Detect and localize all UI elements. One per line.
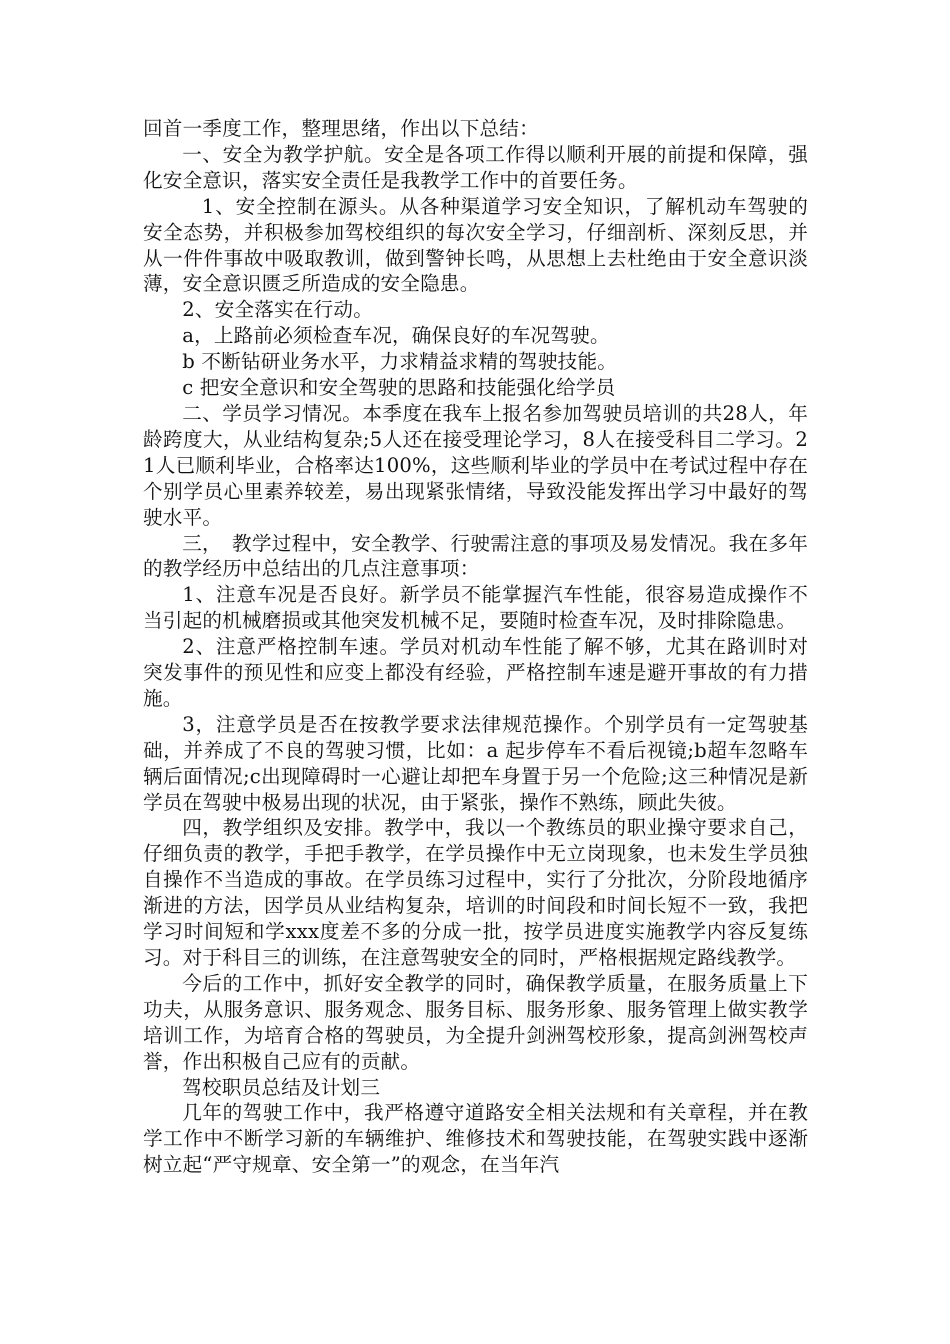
paragraph-item-3-1: 1、注意车况是否良好。新学员不能掌握汽车性能，很容易造成操作不当引起的机械磨损或其他突发机械不足，要随时检查车况，及时排除隐患。 [143,583,808,633]
paragraph-section-3: 三， 教学过程中，安全教学、行驶需注意的事项及易发情况。我在多年的教学经历中总结出的几点注意事项： [143,531,808,581]
paragraph-item-a: a，上路前必须检查车况，确保良好的车况驾驶。 [182,324,610,348]
document-page [143,116,808,1178]
paragraph-future-work: 今后的工作中，抓好安全教学的同时，确保教学质量，在服务质量上下功夫，从服务意识、服务观念、服务目标、服务形象、服务管理上做实教学培训工作，为培育合格的驾驶员，为全提升剑洲驾校形象，提高剑洲驾校声誉，作出积极自己应有的贡献。 [143,971,808,1073]
paragraph-section-1: 一、安全为教学护航。安全是各项工作得以顺利开展的前提和保障，强化安全意识，落实安全责任是我教学工作中的首要任务。 [143,142,808,192]
paragraph-intro: 回首一季度工作，整理思绪，作出以下总结： [143,117,539,140]
paragraph-section-2: 二、学员学习情况。本季度在我车上报名参加驾驶员培训的共28人，年龄跨度大，从业结构复杂;5人还在接受理论学习，8人在接受科目二学习。21人已顺利毕业，合格率达100%，这些顺利毕业的学员中在考试过程中存在个别学员心里素养较差，易出现紧张情绪，导致没能发挥出学习中最好的驾驶水平。 [143,401,808,529]
paragraph-item-3-3: 3，注意学员是否在按教学要求法律规范操作。个别学员有一定驾驶基础，并养成了不良的驾驶习惯，比如：a 起步停车不看后视镜;b超车忽略车辆后面情况;c出现障碍时一心避让却把车身置于另一个危险;这三种情况是新学员在驾驶中极易出现的状况，由于紧张，操作不熟练，顾此失彼。 [143,712,808,814]
paragraph-item-b: b 不断钻研业务水平，力求精益求精的驾驶技能。 [182,350,618,374]
section-heading: 驾校职员总结及计划三 [182,1075,381,1099]
paragraph-item-3-2: 2、注意严格控制车速。学员对机动车性能了解不够，尤其在路训时对突发事件的预见性和应变上都没有经验，严格控制车速是避开事故的有力措施。 [143,635,808,710]
paragraph-item-c: c 把安全意识和安全驾驶的思路和技能强化给学员 [182,376,616,400]
paragraph-item-1-2: 2、安全落实在行动。 [182,298,373,322]
paragraph-item-1-1: 1、安全控制在源头。从各种渠道学习安全知识，了解机动车驾驶的安全态势，并积极参加驾校组织的每次安全学习，仔细剖析、深刻反思，并从一件件事故中吸取教训，做到警钟长鸣，从思想上去杜绝由于安全意识淡薄，安全意识匮乏所造成的安全隐患。 [143,194,808,296]
paragraph-section-4: 四，教学组织及安排。教学中，我以一个教练员的职业操守要求自己，仔细负责的教学，手把手教学，在学员操作中无立岗现象，也未发生学员独自操作不当造成的事故。在学员练习过程中，实行了分批次，分阶段地循序渐进的方法，因学员从业结构复杂，培训的时间段和时间长短不一致，我把学习时间短和学xxx度差不多的分成一批，按学员进度实施教学内容反复练习。对于科目三的训练，在注意驾驶安全的同时，严格根据规定路线教学。 [143,816,808,969]
paragraph-part-3-intro: 几年的驾驶工作中，我严格遵守道路安全相关法规和有关章程，并在教学工作中不断学习新的车辆维护、维修技术和驾驶技能，在驾驶实践中逐渐树立起“严守规章、安全第一”的观念，在当年汽 [143,1101,808,1177]
